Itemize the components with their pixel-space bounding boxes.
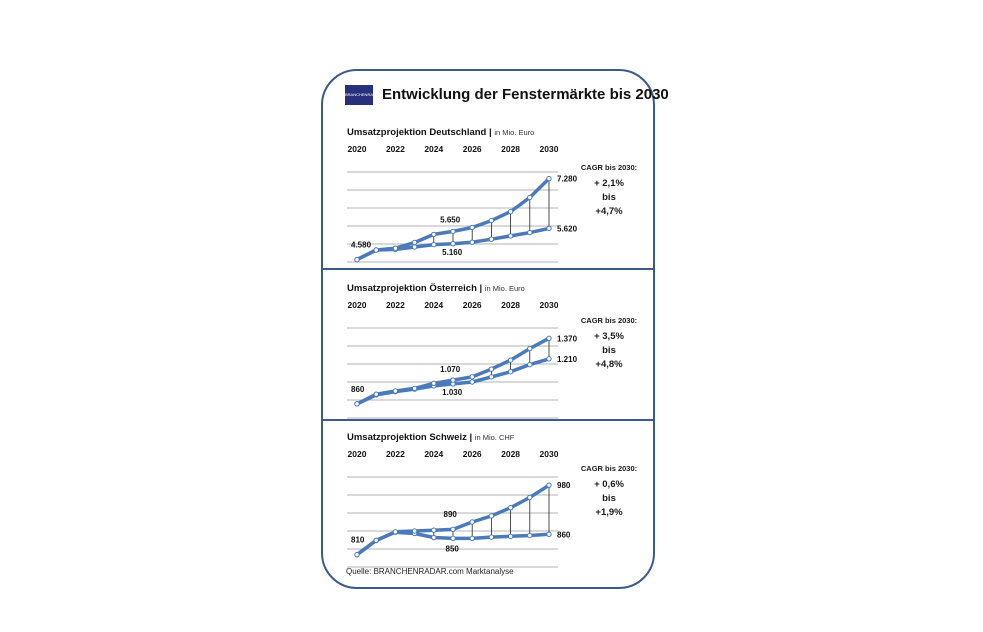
- cagr-high: +1,9%: [595, 507, 623, 518]
- panel-title-schweiz: [347, 432, 514, 443]
- data-label: 890: [443, 510, 457, 519]
- title-separator: |: [489, 127, 492, 138]
- cagr-high: +4,7%: [595, 206, 623, 217]
- data-point-low: [470, 240, 474, 244]
- data-point-high: [508, 209, 512, 213]
- data-label: 1.210: [557, 354, 578, 364]
- x-tick-label: 2028: [501, 300, 521, 310]
- data-point-high: [412, 240, 416, 244]
- data-point-low: [547, 357, 551, 361]
- x-tick-label: 2020: [347, 449, 367, 459]
- data-label: 1.070: [440, 364, 461, 374]
- panel-title-oesterreich: [347, 283, 525, 294]
- data-point-low: [489, 535, 493, 539]
- data-point-high: [412, 529, 416, 533]
- data-point-low: [489, 375, 493, 379]
- data-point-low: [412, 245, 416, 249]
- x-tick-label: 2020: [347, 300, 367, 310]
- data-point-high: [412, 386, 416, 390]
- data-label: 5.160: [442, 248, 463, 258]
- data-point-low: [432, 535, 436, 539]
- x-tick-label: 2024: [424, 449, 444, 459]
- data-point-high: [355, 402, 359, 406]
- data-label: 860: [557, 530, 571, 540]
- x-tick-label: 2030: [539, 144, 559, 154]
- data-point-high: [393, 389, 397, 393]
- data-point-low: [432, 242, 436, 246]
- data-point-high: [547, 336, 551, 340]
- panel-title-text: Umsatzprojektion Deutschland: [347, 127, 487, 138]
- data-point-high: [393, 246, 397, 250]
- x-tick-label: 2022: [385, 300, 405, 310]
- data-point-low: [528, 230, 532, 234]
- data-point-high: [547, 483, 551, 487]
- section-divider: [323, 268, 653, 270]
- data-label: 7.280: [557, 174, 578, 184]
- cagr-mid: bis: [602, 345, 616, 356]
- cagr-label: CAGR bis 2030:: [580, 464, 638, 473]
- data-point-high: [470, 225, 474, 229]
- x-tick-label: 2020: [347, 144, 367, 154]
- cagr-label: CAGR bis 2030:: [580, 163, 638, 172]
- chart-schweiz: [340, 447, 580, 582]
- data-point-low: [547, 226, 551, 230]
- data-point-high: [374, 538, 378, 542]
- x-tick-label: 2026: [462, 144, 482, 154]
- x-tick-label: 2022: [385, 449, 405, 459]
- data-point-high: [432, 528, 436, 532]
- panel-title-text: Umsatzprojektion Schweiz: [347, 432, 467, 443]
- panel-unit: in Mio. Euro: [484, 284, 525, 293]
- panel-unit: in Mio. CHF: [474, 433, 515, 442]
- data-point-low: [451, 242, 455, 246]
- data-point-low: [528, 533, 532, 537]
- x-tick-label: 2024: [424, 300, 444, 310]
- data-label: 850: [445, 544, 459, 554]
- title-separator: |: [479, 283, 483, 294]
- data-point-low: [489, 237, 493, 241]
- data-point-high: [355, 553, 359, 557]
- data-point-low: [547, 532, 551, 536]
- data-point-high: [374, 392, 378, 396]
- data-point-high: [451, 378, 455, 382]
- data-point-high: [528, 495, 532, 499]
- data-point-low: [508, 534, 512, 538]
- data-point-low: [451, 536, 455, 540]
- data-label: 1.030: [442, 388, 463, 397]
- branchenradar-logo: BRANCHENRADAR: [345, 85, 373, 105]
- data-point-high: [374, 248, 378, 252]
- cagr-label: CAGR bis 2030:: [580, 316, 638, 325]
- x-tick-label: 2022: [385, 144, 405, 154]
- x-tick-label: 2030: [539, 449, 559, 459]
- data-point-high: [451, 527, 455, 531]
- data-label: 860: [351, 384, 365, 394]
- cagr-high: +4,8%: [595, 359, 623, 370]
- data-point-high: [489, 367, 493, 371]
- data-label: 4.580: [351, 240, 372, 250]
- cagr-low: + 3,5%: [594, 331, 624, 342]
- cagr-low: + 0,6%: [594, 479, 624, 490]
- cagr-deutschland: [572, 163, 646, 219]
- data-point-high: [508, 358, 512, 362]
- cagr-oesterreich: [572, 316, 646, 372]
- data-point-high: [470, 375, 474, 379]
- x-tick-label: 2028: [501, 449, 521, 459]
- cagr-schweiz: [572, 464, 646, 520]
- panel-title-deutschland: [347, 127, 534, 138]
- x-tick-label: 2028: [501, 144, 521, 154]
- data-point-high: [432, 232, 436, 236]
- data-point-high: [393, 530, 397, 534]
- chart-deutschland: [340, 142, 580, 277]
- cagr-mid: bis: [602, 493, 616, 504]
- source-note: Quelle: BRANCHENRADAR.com Marktanalyse: [346, 567, 514, 576]
- cagr-mid: bis: [602, 192, 616, 203]
- data-point-high: [470, 520, 474, 524]
- chart-oesterreich: [340, 298, 580, 433]
- data-label: 980: [557, 481, 571, 491]
- data-point-high: [508, 505, 512, 509]
- data-point-low: [470, 380, 474, 384]
- data-point-high: [528, 195, 532, 199]
- panel-title-text: Umsatzprojektion Österreich: [347, 283, 477, 294]
- data-point-high: [547, 176, 551, 180]
- data-label: 1.370: [557, 334, 578, 344]
- data-point-high: [489, 514, 493, 518]
- section-divider: [323, 419, 653, 421]
- data-point-low: [508, 234, 512, 238]
- panel-unit: in Mio. Euro: [494, 128, 535, 137]
- x-tick-label: 2026: [462, 300, 482, 310]
- data-point-high: [489, 218, 493, 222]
- data-label: 810: [351, 535, 365, 545]
- data-point-high: [432, 381, 436, 385]
- cagr-low: + 2,1%: [594, 178, 624, 189]
- data-label: 5.650: [440, 215, 461, 225]
- data-point-high: [528, 346, 532, 350]
- data-point-high: [355, 257, 359, 261]
- data-point-high: [451, 229, 455, 233]
- data-point-low: [470, 536, 474, 540]
- x-tick-label: 2024: [424, 144, 444, 154]
- page-title: Entwicklung der Fenstermärkte bis 2030: [382, 86, 669, 103]
- data-point-low: [508, 370, 512, 374]
- data-label: 5.620: [557, 224, 578, 234]
- x-tick-label: 2026: [462, 449, 482, 459]
- x-tick-label: 2030: [539, 300, 559, 310]
- data-point-low: [528, 362, 532, 366]
- title-separator: |: [469, 432, 473, 443]
